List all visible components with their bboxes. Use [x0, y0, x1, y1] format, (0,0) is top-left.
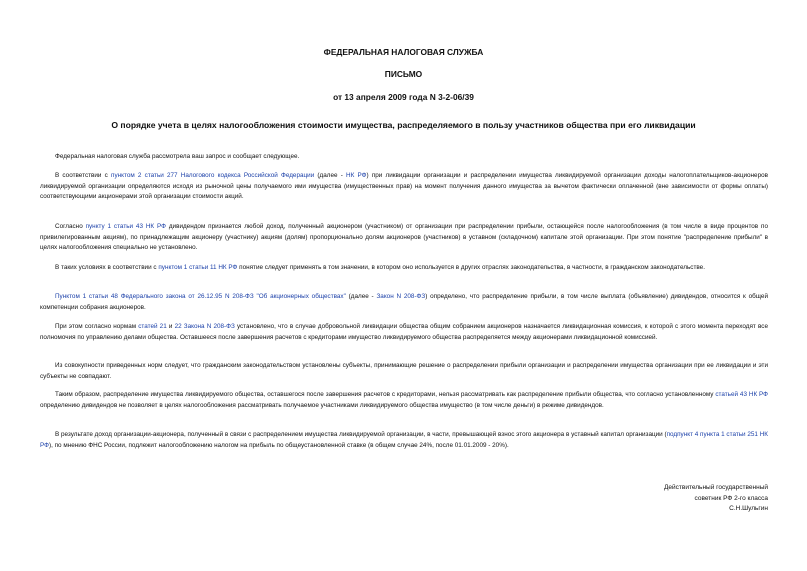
paragraph-text: ) определено, что распределение прибыли, в том числе выплата (объявление) дивидендов, относится к общей компетенции собрания акционеров. — [40, 293, 769, 311]
document-type: ПИСЬМО — [384, 69, 423, 79]
paragraph-text: (далее - — [314, 172, 347, 179]
link-law-208[interactable]: Закон N 208-ФЗ — [376, 293, 426, 300]
link-article-11-p1[interactable]: пунктом 1 статьи 11 НК РФ — [158, 264, 238, 271]
link-article-251-sub4[interactable]: подпункт 4 пункта 1 статьи 251 НК РФ — [40, 431, 768, 449]
paragraph-text: ), по мнению ФНС России, подлежит налогообложению налогом на прибыль по общеустановленной ставке (в общем случае 24%, после 01.01.2009 - 20%). — [48, 441, 509, 449]
link-article-43-p1[interactable]: пункту 1 статьи 43 НК РФ — [85, 223, 166, 230]
paragraph-6 — [40, 322, 768, 343]
paragraph-text: определению дивидендов не позволяет в целях налогообложения рассматривать получаемое участниками ликвидируемого общества имущество (в том числе деньги) в режиме дивидендов. — [40, 401, 604, 409]
link-article-43[interactable]: статьей 43 НК РФ — [715, 391, 768, 398]
paragraph-text: (далее - — [345, 293, 377, 300]
paragraph-9 — [40, 430, 768, 451]
paragraph-text: Федеральная налоговая служба рассмотрела ваш запрос и сообщает следующее. — [55, 153, 300, 160]
paragraph-text: установлено, что в случае добровольной ликвидации общества общим собранием акционеров назначается ликвидационная комиссия, к которой с этого момента переходят все полномочия по управлению делами общества. Оставшееся после завершения расчетов с кредиторами имущество ликвидируемого общества распределяется между акционерами ликвидационной комиссией. — [40, 323, 768, 341]
paragraph-text: В соответствии с — [55, 172, 112, 179]
document-title: О порядке учета в целях налогообложения стоимости имущества, распределяемого в пользу участников общества при его ликвидации — [111, 120, 696, 130]
paragraph-2 — [40, 171, 768, 203]
link-law-208-article-48[interactable]: Пунктом 1 статьи 48 Федерального закона от 26.12.95 N 208-ФЗ "Об акционерных обществах" — [55, 293, 346, 300]
signature-block — [548, 483, 768, 515]
paragraph-4 — [40, 263, 768, 274]
paragraph-text: Из совокупности приведенных норм следует, что гражданским законодательством установлены субъекты, принимающие решение о распределении прибыли организации и распределении имущества организации при ее ликвидации и эти субъекты не совпадают. — [40, 362, 768, 380]
paragraph-8 — [40, 390, 768, 411]
paragraph-text: В таких условиях в соответствии с — [55, 264, 159, 271]
paragraph-3 — [40, 222, 768, 254]
signature-title-line-2: советник РФ 2-го класса — [694, 494, 768, 502]
paragraph-text: и — [166, 323, 175, 330]
paragraph-text: Таким образом, распределение имущества ликвидируемого общества, оставшегося после завершения расчетов с кредиторами, нельзя рассматривать как распределение прибыли общества, что согласно установленному — [55, 391, 716, 398]
paragraph-text: понятие следует применять в том значении, в котором оно используется в других отраслях законодательства, в частности, в гражданском законодательстве. — [237, 264, 705, 271]
document-date-number: от 13 апреля 2009 года N 3-2-06/39 — [333, 92, 474, 102]
paragraph-text: дивидендом признается любой доход, полученный акционером (участником) от организации при распределении прибыли, остающейся после налогообложения (в том числе в виде процентов по привилегированным акциям), по принадлежащим акционеру (участнику) акциям (долям) пропорционально долям акционеров (участников) в уставном (складочном) капитале этой организации. При этом понятие "распределение прибыли" в целях налогообложения специально не установлено. — [40, 223, 768, 252]
paragraph-text: ) при ликвидации организации и распределении имущества ликвидируемой организации доходы налогоплательщиков-акционеров ликвидируемой организации определяются исходя из рыночной цены получаемого ими имущества (имущественных прав) на момент получения данного имущества за вычетом фактически оплаченной (вне зависимости от формы оплаты) соответствующими акционерами этой организации стоимости акций. — [40, 172, 769, 201]
paragraph-text: При этом согласно нормам — [55, 323, 139, 330]
signature-name: С.Н.Шульгин — [729, 505, 768, 512]
agency-name: ФЕДЕРАЛЬНАЯ НАЛОГОВАЯ СЛУЖБА — [323, 47, 484, 57]
link-article-277[interactable]: пунктом 2 статьи 277 Налогового кодекса Российской Федерации — [111, 172, 315, 179]
paragraph-7 — [40, 361, 768, 382]
paragraph-text: В результате доход организации-акционера, полученный в связи с распределением имущества ликвидируемой организации, в части, превышающей взнос этого акционера в уставный капитал организации ( — [55, 431, 667, 438]
paragraph-5 — [40, 292, 768, 313]
link-nk-rf[interactable]: НК РФ — [346, 172, 367, 179]
paragraph-1 — [55, 152, 768, 163]
link-article-22-law-208[interactable]: 22 Закона N 208-ФЗ — [174, 323, 235, 330]
paragraph-text: Согласно — [55, 223, 86, 230]
signature-title-line-1: Действительный государственный — [664, 484, 768, 491]
link-article-21[interactable]: статей 21 — [138, 323, 167, 330]
